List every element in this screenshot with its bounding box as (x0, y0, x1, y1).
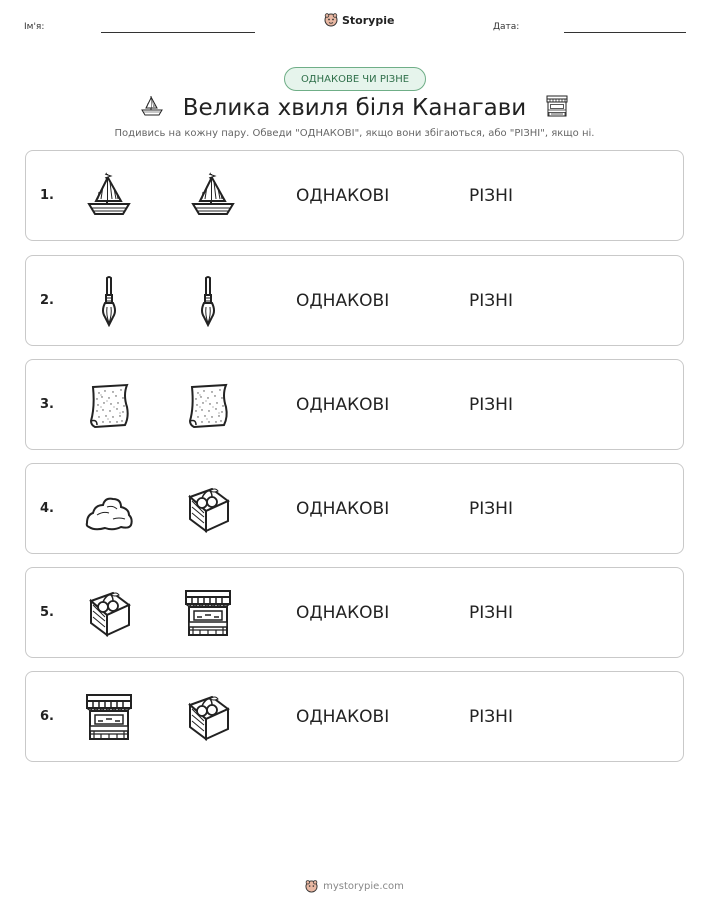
name-label: Ім'я: (24, 22, 45, 32)
instruction-text: Подивись на кожну пару. Обведи "ОДНАКОВІ", якщо вони збігаються, або "РІЗНІ", якщо ні. (114, 128, 595, 139)
different-option[interactable]: РІЗНІ (469, 291, 513, 311)
footer-url[interactable]: mystorypie.com (323, 881, 404, 892)
cherry-box-icon (181, 482, 235, 536)
row-number: 5. (40, 605, 54, 620)
boat-icon (186, 169, 240, 223)
pair-row-5 (25, 567, 684, 658)
row-number: 4. (40, 501, 54, 516)
same-option[interactable]: ОДНАКОВІ (296, 603, 390, 623)
different-option[interactable]: РІЗНІ (469, 603, 513, 623)
mascot-icon (324, 13, 338, 27)
market-stall-icon (181, 586, 235, 640)
activity-type-badge: ОДНАКОВЕ ЧИ РІЗНЕ (284, 67, 426, 91)
paper-icon (82, 378, 136, 432)
same-option[interactable]: ОДНАКОВІ (296, 395, 390, 415)
brush-icon (82, 274, 136, 328)
page-title: Велика хвиля біля Канагави (182, 95, 527, 121)
same-option[interactable]: ОДНАКОВІ (296, 291, 390, 311)
cherry-box-icon (181, 690, 235, 744)
pair-row-1 (25, 150, 684, 241)
row-number: 3. (40, 397, 54, 412)
brand-logo (324, 13, 394, 27)
brand-name: Storypie (342, 13, 395, 27)
different-option[interactable]: РІЗНІ (469, 707, 513, 727)
name-line[interactable] (101, 32, 255, 33)
footer (0, 880, 709, 893)
pair-row-6 (25, 671, 684, 762)
row-number: 1. (40, 188, 54, 203)
different-option[interactable]: РІЗНІ (469, 186, 513, 206)
boat-icon (82, 169, 136, 223)
pair-row-2 (25, 255, 684, 346)
title-row (0, 93, 709, 123)
different-option[interactable]: РІЗНІ (469, 395, 513, 415)
different-option[interactable]: РІЗНІ (469, 499, 513, 519)
pair-row-3 (25, 359, 684, 450)
mascot-icon (305, 880, 318, 893)
row-number: 2. (40, 293, 54, 308)
worksheet-header (0, 0, 709, 50)
pair-row-4 (25, 463, 684, 554)
date-line[interactable] (564, 32, 686, 33)
same-option[interactable]: ОДНАКОВІ (296, 186, 390, 206)
cherry-box-icon (82, 586, 136, 640)
market-stall-icon (82, 690, 136, 744)
same-option[interactable]: ОДНАКОВІ (296, 499, 390, 519)
sand-pile-icon (82, 482, 136, 536)
same-option[interactable]: ОДНАКОВІ (296, 707, 390, 727)
date-label: Дата: (493, 22, 520, 32)
paper-icon (181, 378, 235, 432)
market-stall-icon (544, 93, 570, 123)
brush-icon (181, 274, 235, 328)
row-number: 6. (40, 709, 54, 724)
boat-icon (139, 93, 165, 123)
